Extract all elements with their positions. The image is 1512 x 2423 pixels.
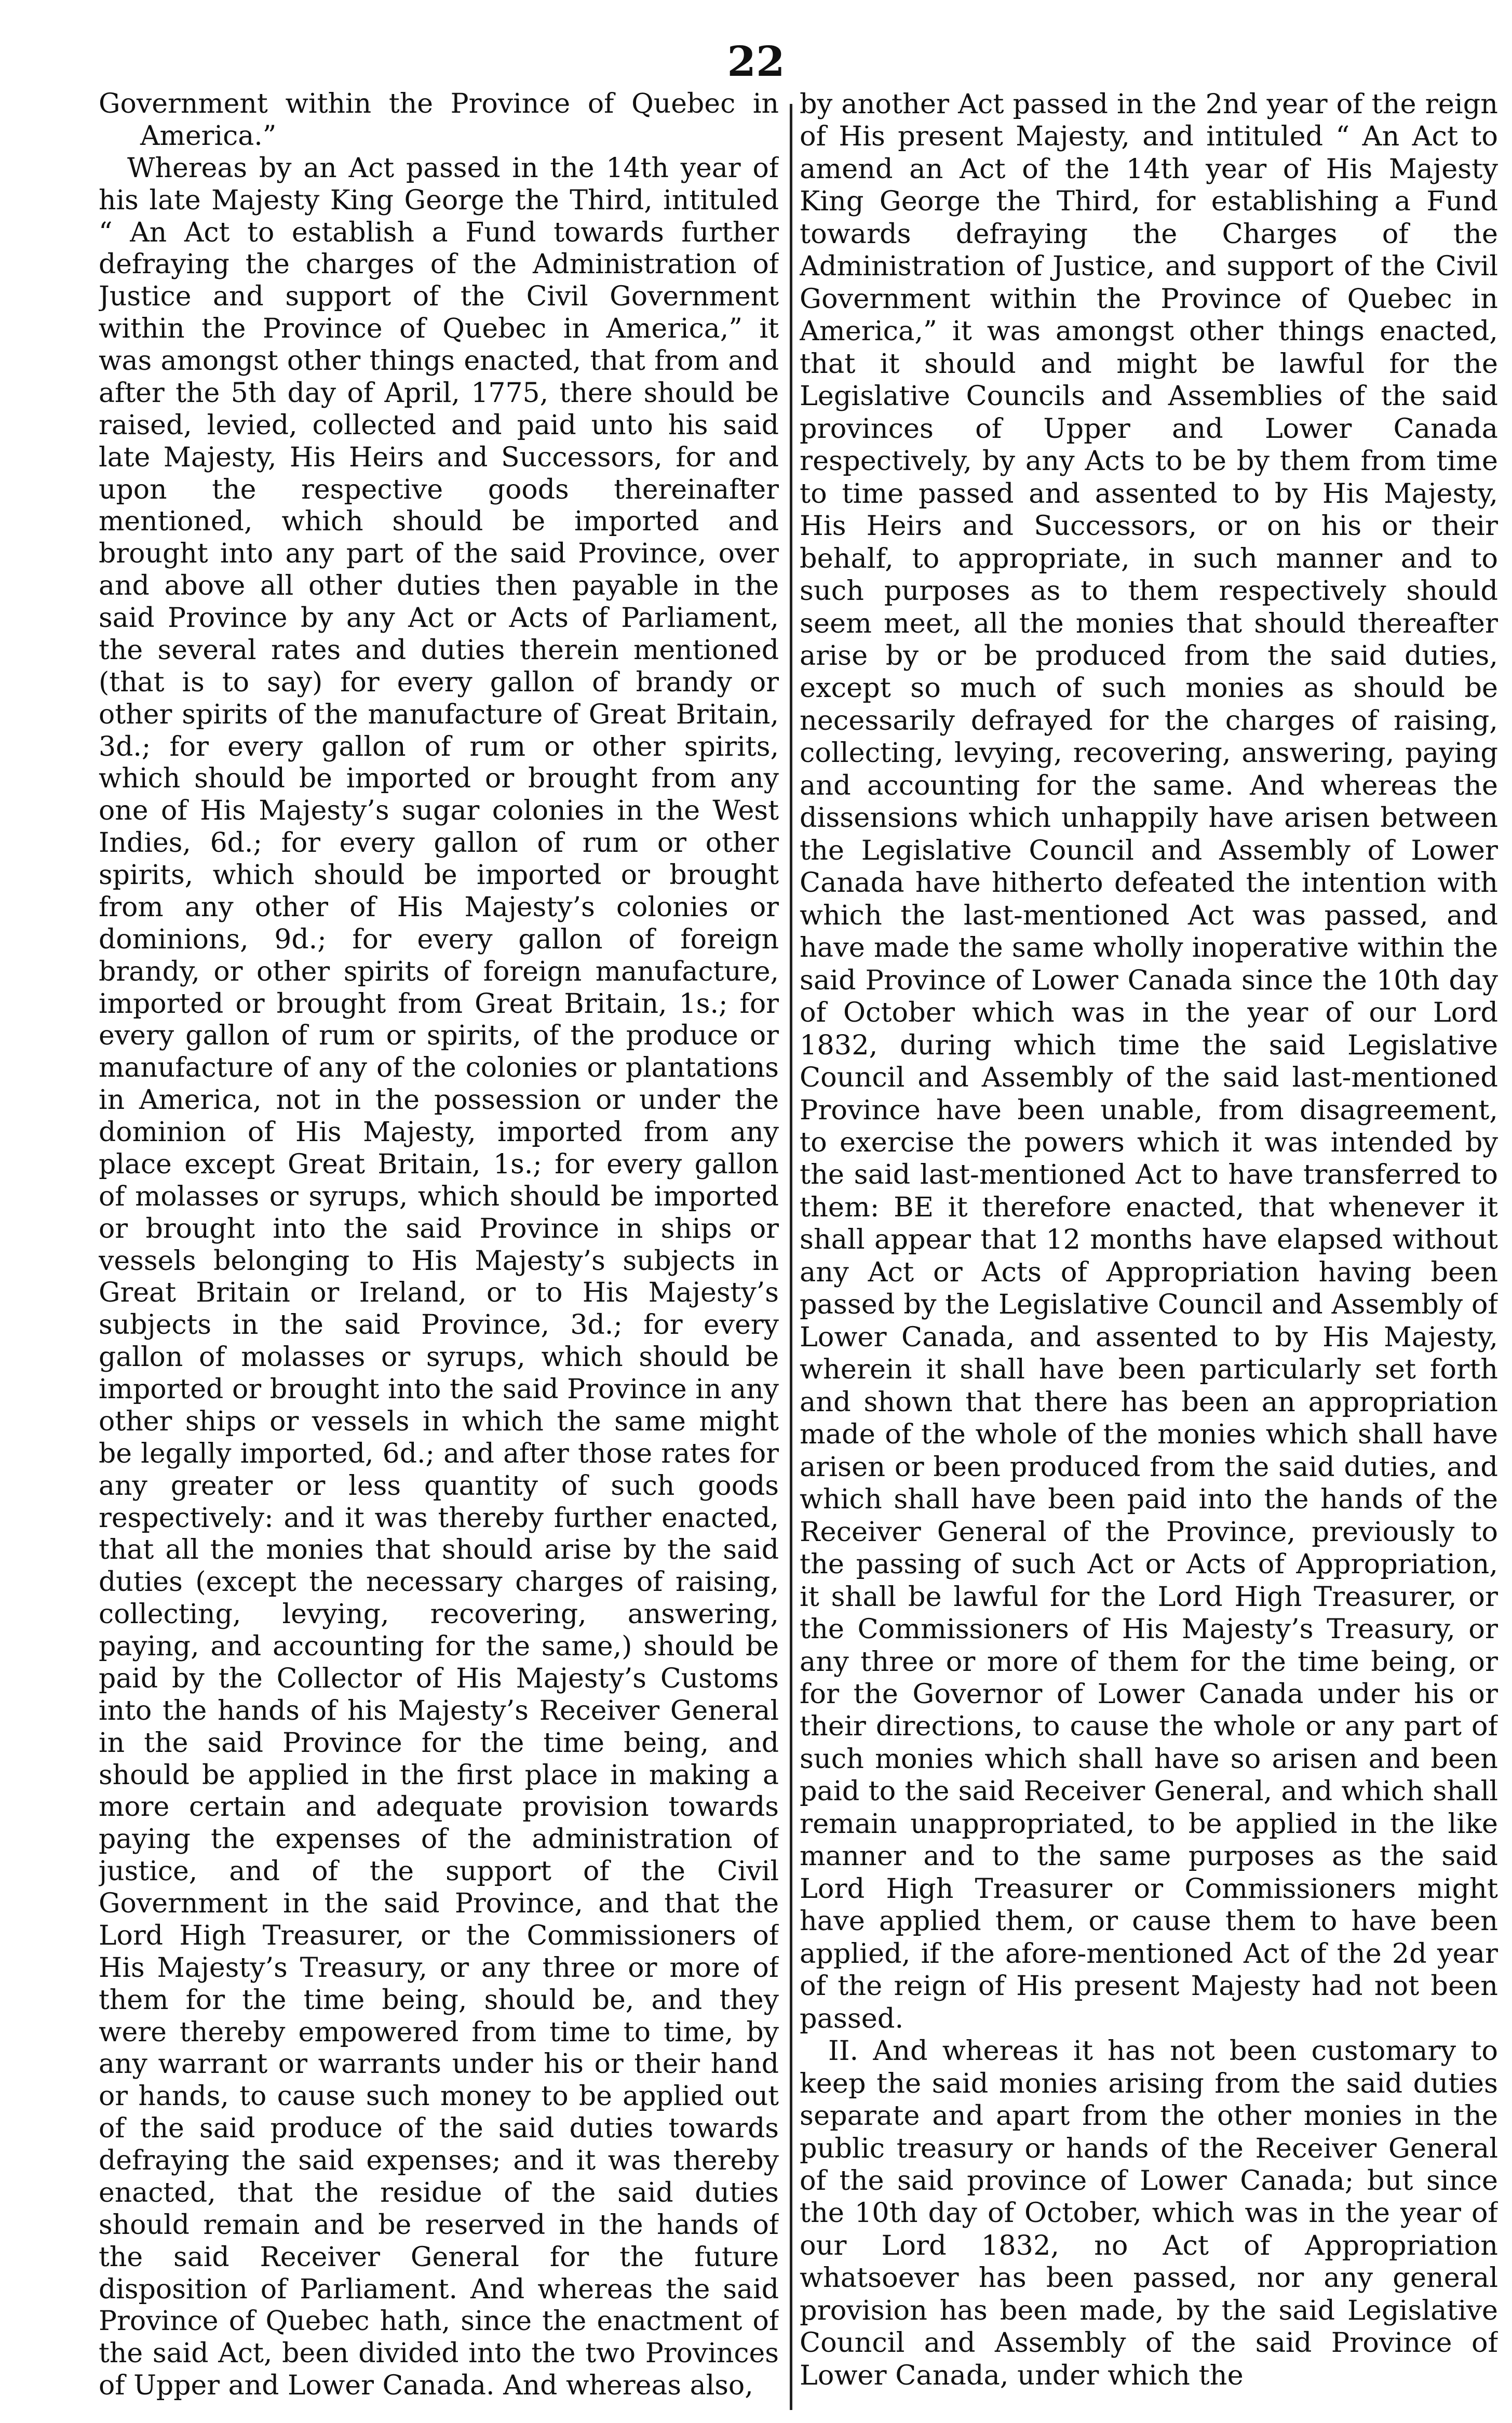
left-column	[99, 88, 779, 2410]
paragraph-2nd-year-act: by another Act passed in the 2nd year of the reign of His present Majesty, and intituled “ An Act to amend an Act of the 14th year of His Majesty King George the Third, for establishing a Fund towards defraying the Charges of the Administration of Justice, and support of the Civil Government within the Province of Quebec in America,” it was amongst other things enacted, that it should and might be lawful for the Legislative Councils and Assemblies of the said provinces of Upper and Lower Canada respectively, by any Acts to be by them from time to time passed and assented to by His Majesty, His Heirs and Successors, or on his or their behalf, to appropriate, in such manner and to such purposes as to them respectively should seem meet, all the monies that should thereafter arise by or be produced from the said duties, except so much of such monies as should be necessarily defrayed for the charges of raising, collecting, levying, recovering, answering, paying and accounting for the same. And whereas the dissensions which unhappily have arisen between the Legislative Council and Assembly of Lower Canada have hitherto defeated the intention with which the last-mentioned Act was passed, and have made the same wholly inoperative within the said Province of Lower Canada since the 10th day of October which was in the year of our Lord 1832, during which time the said Legislative Council and Assembly of the said last-mentioned Province have been unable, from disagreement, to exercise the powers which it was intended by the said last-mentioned Act to have transferred to them: BE it therefore enacted, that whenever it shall appear that 12 months have elapsed without any Act or Acts of Appropriation having been passed by the Legislative Council and Assembly of Lower Canada, and assented to by His Majesty, wherein it shall have been particularly set forth and shown that there has been an appropriation made of the whole of the monies which shall have arisen or been produced from the said duties, and which shall have been paid into the hands of the Receiver General of the Province, previously to the passing of such Act or Acts of Appropriation, it shall be lawful for the Lord High Treasurer, or the Commissioners of His Majesty’s Treasury, or any three or more of them for the time being, or for the Governor of Lower Canada under his or their directions, to cause the whole or any part of such monies which shall have so arisen and been paid to the said Receiver General, and which shall remain unappropriated, to be applied in the like manner and to the same purposes as the said Lord High Treasurer or Commissioners might have applied them, or cause them to have been applied, if the afore-mentioned Act of the 2d year of the reign of His present Majesty had not been passed.	[800, 88, 1498, 2034]
paragraph-section-ii: II. And whereas it has not been customary to keep the said monies arising from the said duties separate and apart from the other monies in the public treasury or hands of the Receiver General of the said province of Lower Canada; but since the 10th day of October, which was in the year of our Lord 1832, no Act of Appropriation whatsoever has been passed, nor any general provision has been made, by the said Legislative Council and Assembly of the said Province of Lower Canada, under which the	[800, 2035, 1498, 2391]
paragraph-whereas-14th-year: Whereas by an Act passed in the 14th year of his late Majesty King George the Third, intituled “ An Act to establish a Fund towards further defraying the charges of the Administration of Justice and support of the Civil Government within the Province of Quebec in America,” it was amongst other things enacted, that from and after the 5th day of April, 1775, there should be raised, levied, collected and paid unto his said late Majesty, His Heirs and Successors, for and upon the respective goods thereinafter mentioned, which should be imported and brought into any part of the said Province, over and above all other duties then payable in the said Province by any Act or Acts of Parliament, the several rates and duties therein mentioned (that is to say) for every gallon of brandy or other spirits of the manufacture of Great Britain, 3d.; for every gallon of rum or other spirits, which should be imported or brought from any one of His Majesty’s sugar colonies in the West Indies, 6d.; for every gallon of rum or other spirits, which should be imported or brought from any other of His Majesty’s colonies or dominions, 9d.; for every gallon of foreign brandy, or other spirits of foreign manufacture, imported or brought from Great Britain, 1s.; for every gallon of rum or spirits, of the produce or manufacture of any of the colonies or plantations in America, not in the possession or under the dominion of His Majesty, imported from any place except Great Britain, 1s.; for every gallon of molasses or syrups, which should be imported or brought into the said Province in ships or vessels belonging to His Majesty’s subjects in Great Britain or Ireland, or to His Majesty’s subjects in the said Province, 3d.; for every gallon of molasses or syrups, which should be imported or brought into the said Province in any other ships or vessels in which the same might be legally imported, 6d.; and after those rates for any greater or less quantity of such goods respectively: and it was thereby further enacted, that all the monies that should arise by the said duties (except the necessary charges of raising, collecting, levying, recovering, answering, paying, and accounting for the same,) should be paid by the Collector of His Majesty’s Customs into the hands of his Majesty’s Receiver General in the said Province for the time being, and should be applied in the first place in making a more certain and adequate provision towards paying the expenses of the administration of justice, and of the support of the Civil Government in the said Province, and that the Lord High Treasurer, or the Commissioners of His Majesty’s Treasury, or any three or more of them for the time being, should be, and they were thereby empowered from time to time, by any warrant or warrants under his or their hand or hands, to cause such money to be applied out of the said produce of the said duties towards defraying the said expenses; and it was thereby enacted, that the residue of the said duties should remain and be reserved in the hands of the said Receiver General for the future disposition of Parliament. And whereas the said Province of Quebec hath, since the enactment of the said Act, been divided into the two Provinces of Upper and Lower Canada. And whereas also,	[99, 152, 779, 2402]
paragraph-title-continuation: Government within the Province of Quebec in America.”	[99, 88, 779, 152]
column-divider	[790, 104, 792, 2410]
page-number: 22	[727, 37, 785, 86]
right-column	[800, 88, 1498, 2410]
